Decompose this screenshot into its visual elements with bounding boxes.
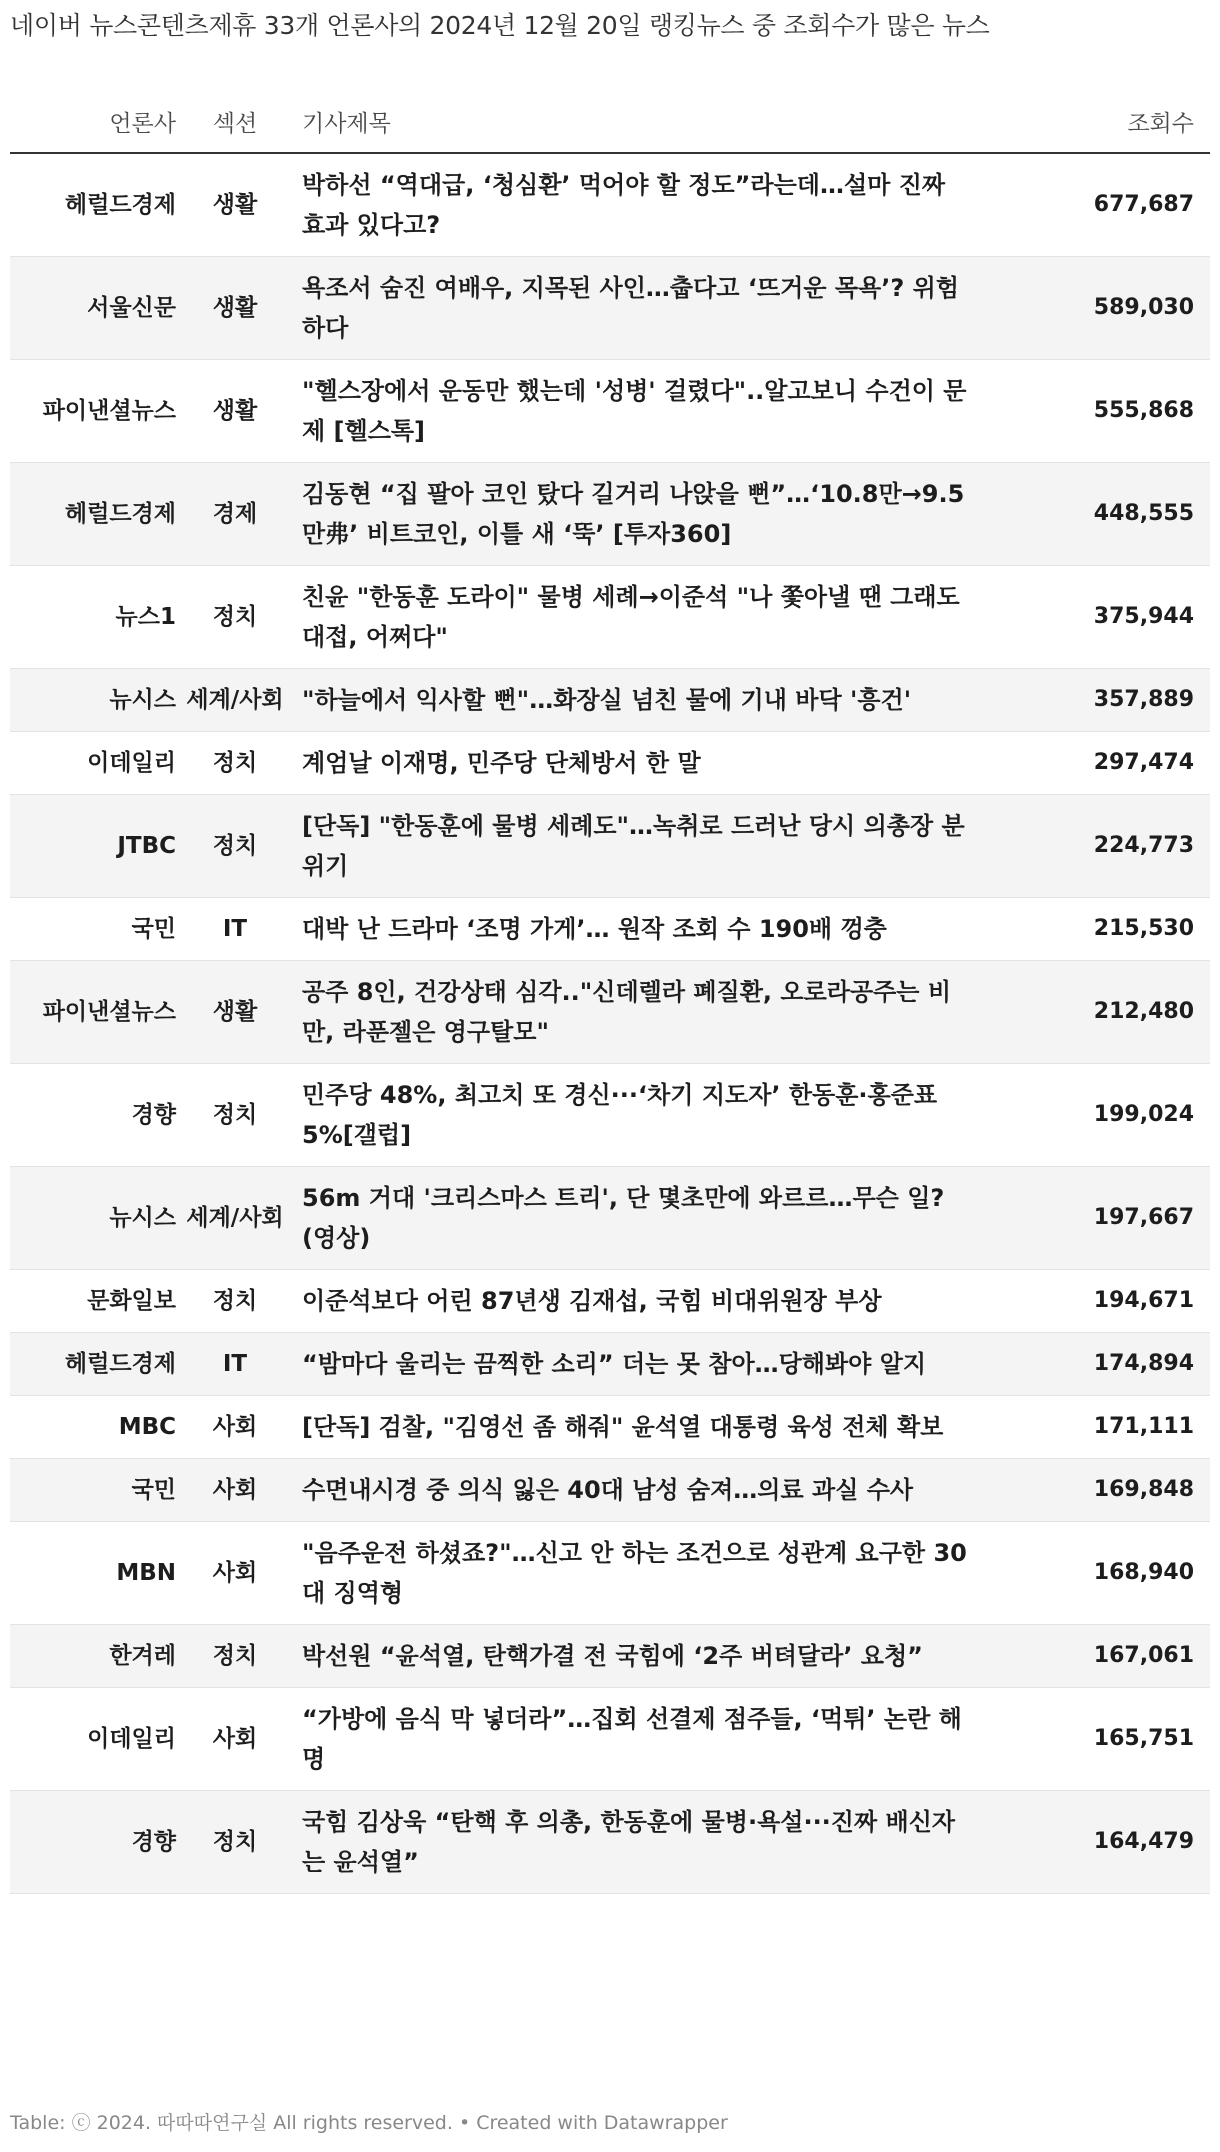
section-cell: 사회 [180,1522,290,1625]
column-header-outlet[interactable]: 언론사 [10,90,180,153]
section-cell: 생활 [180,360,290,463]
outlet-cell: MBN [10,1522,180,1625]
section-cell: 정치 [180,795,290,898]
views-cell: 212,480 [980,961,1210,1064]
outlet-cell: 국민 [10,1459,180,1522]
table-body [10,153,1210,1894]
table-row [10,1396,1210,1459]
outlet-cell: 국민 [10,898,180,961]
table-row [10,1333,1210,1396]
article-title-cell: 욕조서 숨진 여배우, 지목된 사인…춥다고 ‘뜨거운 목욕’? 위험하다 [290,257,980,360]
views-cell: 224,773 [980,795,1210,898]
article-title-cell: 박하선 “역대급, ‘청심환’ 먹어야 할 정도”라는데…설마 진짜 효과 있다고? [290,153,980,257]
table-header-row [10,90,1210,153]
article-title-cell: 계엄날 이재명, 민주당 단체방서 한 말 [290,732,980,795]
column-header-section[interactable]: 섹션 [180,90,290,153]
views-cell: 677,687 [980,153,1210,257]
section-cell: 정치 [180,1270,290,1333]
table-row [10,360,1210,463]
outlet-cell: 헤럴드경제 [10,153,180,257]
section-cell: 생활 [180,257,290,360]
table-footer-credit: Table: ⓒ 2024. 따따따연구실 All rights reserved. • Created with Datawrapper [10,2112,728,2134]
outlet-cell: 문화일보 [10,1270,180,1333]
section-cell: 사회 [180,1396,290,1459]
table-row [10,1791,1210,1894]
section-cell: 생활 [180,153,290,257]
outlet-cell: 파이낸셜뉴스 [10,961,180,1064]
table-row [10,1688,1210,1791]
outlet-cell: MBC [10,1396,180,1459]
section-cell: 정치 [180,1791,290,1894]
table-row [10,1522,1210,1625]
table-row [10,463,1210,566]
outlet-cell: 뉴스1 [10,566,180,669]
article-title-cell: 국힘 김상욱 “탄핵 후 의총, 한동훈에 물병·욕설···진짜 배신자는 윤석열” [290,1791,980,1894]
views-cell: 199,024 [980,1064,1210,1167]
outlet-cell: 헤럴드경제 [10,463,180,566]
ranking-table-container [10,90,1210,1894]
article-title-cell: 친윤 "한동훈 도라이" 물병 세례→이준석 "나 쫓아낼 땐 그래도 대접, 어쩌다" [290,566,980,669]
views-cell: 174,894 [980,1333,1210,1396]
outlet-cell: 이데일리 [10,1688,180,1791]
article-title-cell: 56m 거대 '크리스마스 트리', 단 몇초만에 와르르…무슨 일?(영상) [290,1167,980,1270]
section-cell: 세계/사회 [180,669,290,732]
section-cell: 생활 [180,961,290,1064]
views-cell: 171,111 [980,1396,1210,1459]
views-cell: 167,061 [980,1625,1210,1688]
views-cell: 215,530 [980,898,1210,961]
section-cell: 정치 [180,1625,290,1688]
article-title-cell: “밤마다 울리는 끔찍한 소리” 더는 못 참아…당해봐야 알지 [290,1333,980,1396]
article-title-cell: "헬스장에서 운동만 했는데 '성병' 걸렸다"..알고보니 수건이 문제 [헬스톡] [290,360,980,463]
outlet-cell: 경향 [10,1064,180,1167]
section-cell: IT [180,1333,290,1396]
article-title-cell: 민주당 48%, 최고치 또 경신···‘차기 지도자’ 한동훈·홍준표 5%[갤럽] [290,1064,980,1167]
table-row [10,669,1210,732]
ranking-table [10,90,1210,1894]
table-row [10,1167,1210,1270]
article-title-cell: "음주운전 하셨죠?"…신고 안 하는 조건으로 성관계 요구한 30대 징역형 [290,1522,980,1625]
article-title-cell: [단독] "한동훈에 물병 세례도"…녹취로 드러난 당시 의총장 분위기 [290,795,980,898]
section-cell: 사회 [180,1688,290,1791]
table-row [10,961,1210,1064]
views-cell: 168,940 [980,1522,1210,1625]
column-header-article-title[interactable]: 기사제목 [290,90,980,153]
views-cell: 165,751 [980,1688,1210,1791]
views-cell: 164,479 [980,1791,1210,1894]
views-cell: 375,944 [980,566,1210,669]
section-cell: IT [180,898,290,961]
section-cell: 정치 [180,732,290,795]
views-cell: 357,889 [980,669,1210,732]
outlet-cell: 뉴시스 [10,1167,180,1270]
column-header-views[interactable]: 조회수 [980,90,1210,153]
table-row [10,153,1210,257]
article-title-cell: 김동현 “집 팔아 코인 탔다 길거리 나앉을 뻔”…‘10.8만→9.5만弗’ 비트코인, 이틀 새 ‘뚝’ [투자360] [290,463,980,566]
table-row [10,732,1210,795]
table-row [10,566,1210,669]
article-title-cell: [단독] 검찰, "김영선 좀 해줘" 윤석열 대통령 육성 전체 확보 [290,1396,980,1459]
outlet-cell: 경향 [10,1791,180,1894]
views-cell: 197,667 [980,1167,1210,1270]
outlet-cell: 헤럴드경제 [10,1333,180,1396]
views-cell: 589,030 [980,257,1210,360]
article-title-cell: 박선원 “윤석열, 탄핵가결 전 국힘에 ‘2주 버텨달라’ 요청” [290,1625,980,1688]
table-row [10,1625,1210,1688]
views-cell: 297,474 [980,732,1210,795]
article-title-cell: 이준석보다 어린 87년생 김재섭, 국힘 비대위원장 부상 [290,1270,980,1333]
outlet-cell: 파이낸셜뉴스 [10,360,180,463]
article-title-cell: 수면내시경 중 의식 잃은 40대 남성 숨져…의료 과실 수사 [290,1459,980,1522]
article-title-cell: 대박 난 드라마 ‘조명 가게’… 원작 조회 수 190배 껑충 [290,898,980,961]
views-cell: 555,868 [980,360,1210,463]
table-row [10,1270,1210,1333]
outlet-cell: 이데일리 [10,732,180,795]
section-cell: 세계/사회 [180,1167,290,1270]
article-title-cell: 공주 8인, 건강상태 심각.."신데렐라 폐질환, 오로라공주는 비만, 라푼젤은 영구탈모" [290,961,980,1064]
table-row [10,257,1210,360]
table-row [10,795,1210,898]
section-cell: 정치 [180,1064,290,1167]
article-title-cell: “가방에 음식 막 넣더라”…집회 선결제 점주들, ‘먹튀’ 논란 해명 [290,1688,980,1791]
views-cell: 448,555 [980,463,1210,566]
outlet-cell: JTBC [10,795,180,898]
outlet-cell: 뉴시스 [10,669,180,732]
outlet-cell: 한겨레 [10,1625,180,1688]
table-row [10,898,1210,961]
article-title-cell: "하늘에서 익사할 뻔"…화장실 넘친 물에 기내 바닥 '흥건' [290,669,980,732]
views-cell: 194,671 [980,1270,1210,1333]
outlet-cell: 서울신문 [10,257,180,360]
table-row [10,1459,1210,1522]
section-cell: 사회 [180,1459,290,1522]
section-cell: 경제 [180,463,290,566]
section-cell: 정치 [180,566,290,669]
table-title: 네이버 뉴스콘텐츠제휴 33개 언론사의 2024년 12월 20일 랭킹뉴스 중 조회수가 많은 뉴스 [10,11,990,40]
table-row [10,1064,1210,1167]
views-cell: 169,848 [980,1459,1210,1522]
